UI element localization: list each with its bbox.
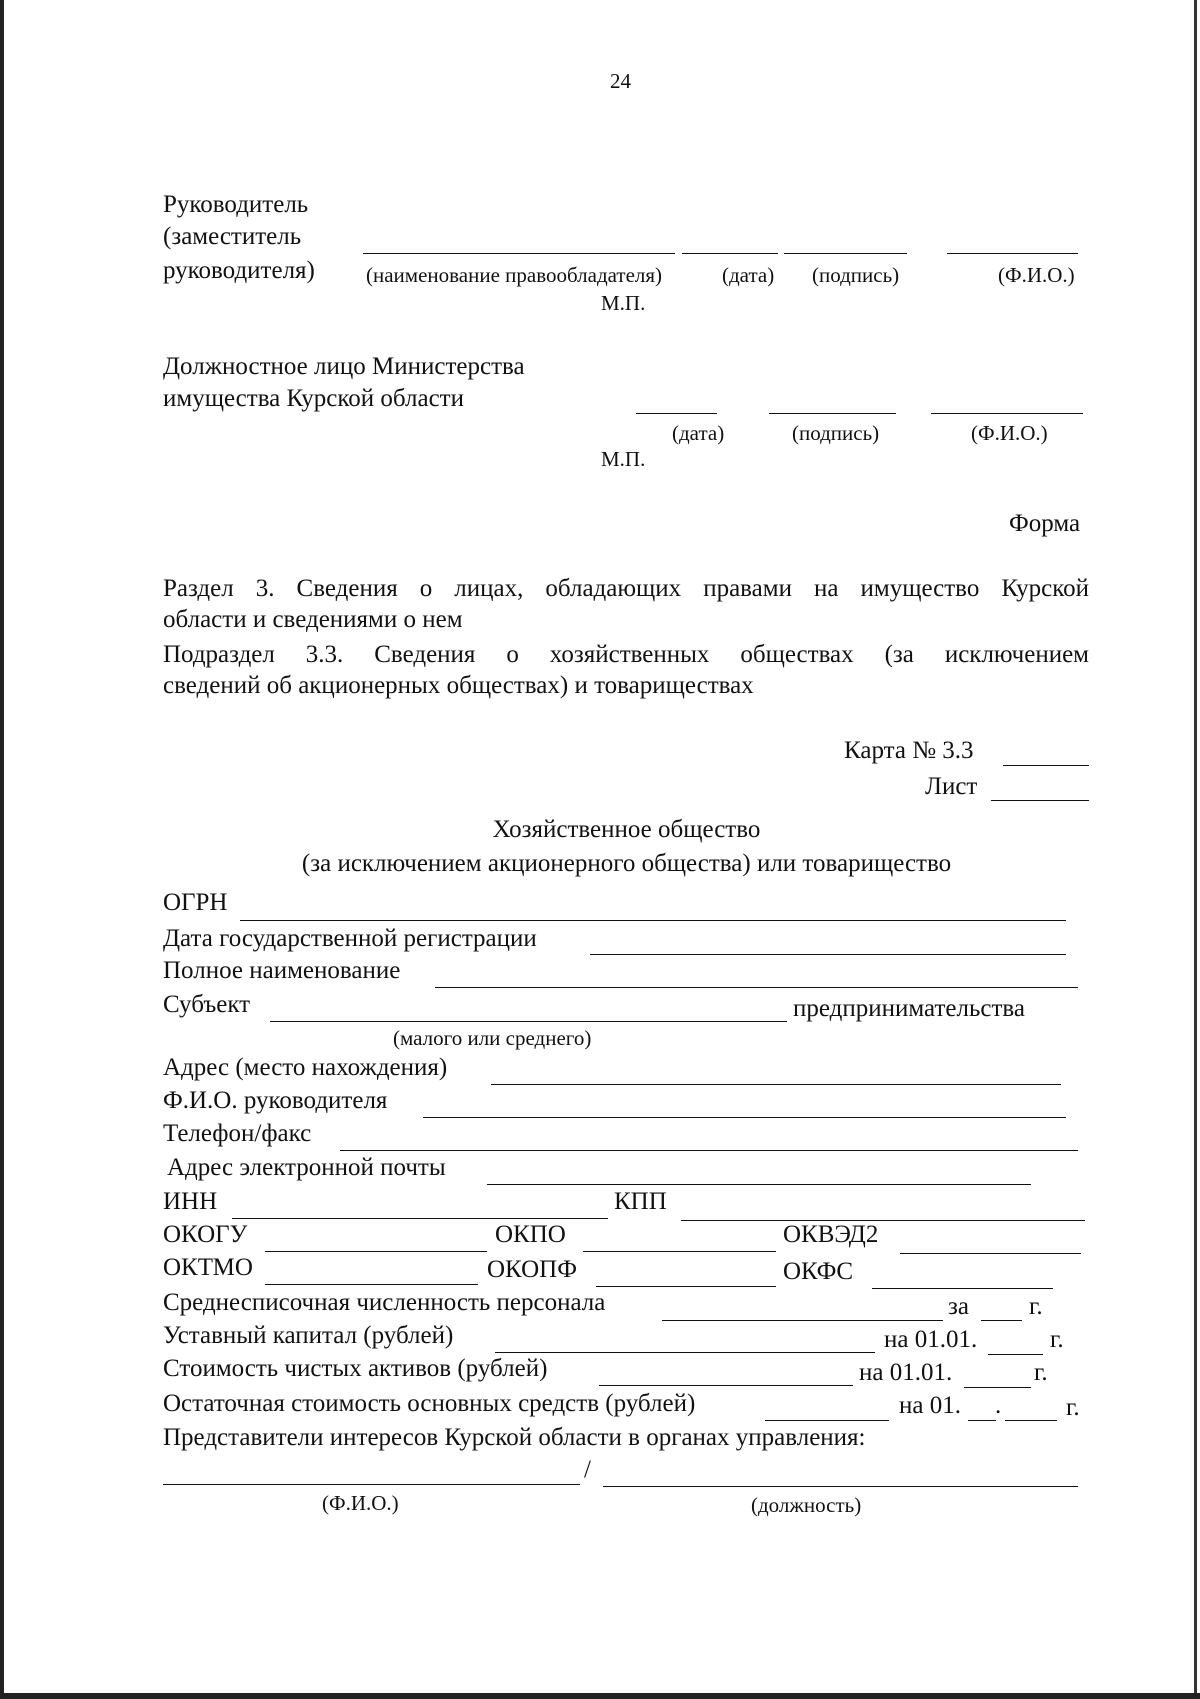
- heading-line1: Хозяйственное общество: [492, 816, 761, 843]
- sig1-owner-line: [363, 253, 675, 254]
- sig1-date-line: [682, 253, 778, 254]
- representative-slash: /: [584, 1456, 591, 1483]
- section-line2: области и сведениями о нем: [163, 606, 463, 633]
- charter-capital-asof: на 01.01.: [884, 1326, 978, 1353]
- full-name-label: Полное наименование: [163, 957, 401, 984]
- residual-value-dot: .: [995, 1392, 1002, 1419]
- address-field[interactable]: [491, 1084, 1061, 1085]
- okogu-field[interactable]: [265, 1251, 487, 1252]
- sig1-line3: руководителя): [163, 257, 315, 284]
- sig2-date-line: [636, 413, 717, 414]
- sheet-line: [991, 800, 1089, 801]
- okopf-label: ОКОПФ: [487, 1256, 577, 1283]
- sig2-caption-fio: (Ф.И.О.): [971, 421, 1048, 445]
- scan-edge-bottom: [0, 1693, 1200, 1699]
- sig1-stamp: М.П.: [601, 291, 646, 315]
- page-number: 24: [610, 69, 631, 93]
- okfs-field[interactable]: [872, 1288, 1053, 1289]
- oktmo-field[interactable]: [265, 1284, 478, 1285]
- okogu-label: ОКОГУ: [163, 1221, 248, 1248]
- address-label: Адрес (место нахождения): [163, 1054, 448, 1081]
- card-number-label: Карта № 3.3: [844, 737, 974, 764]
- headcount-field[interactable]: [662, 1320, 943, 1321]
- okpo-field[interactable]: [583, 1251, 776, 1252]
- oktmo-label: ОКТМО: [163, 1254, 253, 1281]
- subject-size-hint: (малого или среднего): [393, 1026, 592, 1050]
- okved2-label: ОКВЭД2: [783, 1221, 879, 1248]
- section-line1: Раздел 3. Сведения о лицах, обладающих правами на имущество Курской: [163, 575, 1089, 602]
- okfs-label: ОКФС: [783, 1258, 854, 1285]
- net-assets-field[interactable]: [599, 1385, 853, 1386]
- headcount-year-field[interactable]: [981, 1320, 1022, 1321]
- charter-capital-field[interactable]: [495, 1352, 875, 1353]
- sheet-label: Лист: [925, 773, 978, 800]
- head-fio-field[interactable]: [423, 1117, 1066, 1118]
- representative-position-field[interactable]: [603, 1486, 1078, 1487]
- residual-value-field[interactable]: [765, 1420, 889, 1421]
- sig1-caption-date: (дата): [722, 263, 775, 287]
- card-number-line: [1003, 765, 1089, 766]
- entrepreneurship-label: предпринимательства: [793, 995, 1025, 1022]
- sig2-fio-line: [931, 413, 1083, 414]
- headcount-for-label: за: [948, 1293, 969, 1320]
- charter-capital-year-field[interactable]: [988, 1354, 1043, 1355]
- net-assets-year-suffix: г.: [1034, 1359, 1048, 1386]
- sig2-stamp: М.П.: [601, 447, 646, 471]
- representatives-label: Представители интересов Курской области в органах управления:: [163, 1424, 866, 1451]
- representative-position-caption: (должность): [751, 1493, 862, 1517]
- headcount-year-suffix: г.: [1029, 1293, 1043, 1320]
- email-field[interactable]: [487, 1184, 1031, 1185]
- email-label: Адрес электронной почты: [167, 1154, 446, 1181]
- inn-label: ИНН: [163, 1188, 218, 1215]
- sig2-caption-date: (дата): [672, 421, 725, 445]
- okpo-label: ОКПО: [495, 1221, 566, 1248]
- kpp-field[interactable]: [681, 1220, 1085, 1221]
- sig1-line1: Руководитель: [163, 191, 309, 218]
- inn-field[interactable]: [232, 1218, 608, 1219]
- sig1-line2: (заместитель: [163, 223, 302, 250]
- sig1-fio-line: [947, 253, 1078, 254]
- reg-date-field[interactable]: [590, 954, 1066, 955]
- sig2-sign-line: [769, 413, 896, 414]
- okved2-field[interactable]: [900, 1253, 1081, 1254]
- residual-value-asof: на 01.: [899, 1392, 961, 1419]
- phone-field[interactable]: [340, 1150, 1078, 1151]
- residual-value-year-suffix: г.: [1066, 1394, 1080, 1421]
- kpp-label: КПП: [614, 1188, 667, 1215]
- sig2-line1: Должностное лицо Министерства: [163, 353, 525, 380]
- reg-date-label: Дата государственной регистрации: [163, 925, 537, 952]
- sig1-caption-fio: (Ф.И.О.): [998, 263, 1075, 287]
- net-assets-year-field[interactable]: [964, 1387, 1031, 1388]
- ogrn-label: ОГРН: [163, 889, 228, 916]
- form-label: Форма: [1009, 510, 1081, 537]
- headcount-label: Среднесписочная численность персонала: [163, 1289, 606, 1316]
- sig2-line2: имущества Курской области: [163, 385, 464, 412]
- ogrn-field[interactable]: [240, 920, 1066, 921]
- full-name-field[interactable]: [435, 987, 1078, 988]
- phone-label: Телефон/факс: [163, 1120, 312, 1147]
- charter-capital-year-suffix: г.: [1050, 1326, 1064, 1353]
- sig1-caption-owner: (наименование правообладателя): [366, 263, 663, 287]
- sig2-caption-sign: (подпись): [792, 421, 880, 445]
- residual-value-month-field[interactable]: [968, 1420, 996, 1421]
- head-fio-label: Ф.И.О. руководителя: [163, 1087, 388, 1114]
- sig1-sign-line: [784, 253, 907, 254]
- representative-fio-field[interactable]: [163, 1484, 580, 1485]
- subsection-line1: Подраздел 3.3. Сведения о хозяйственных обществах (за исключением: [163, 641, 1089, 668]
- representative-fio-caption: (Ф.И.О.): [322, 1491, 399, 1515]
- heading-line2: (за исключением акционерного общества) или товарищество: [301, 850, 952, 877]
- okopf-field[interactable]: [596, 1286, 776, 1287]
- charter-capital-label: Уставный капитал (рублей): [163, 1322, 454, 1349]
- subject-field[interactable]: [270, 1021, 787, 1022]
- sig1-caption-sign: (подпись): [812, 263, 900, 287]
- net-assets-label: Стоимость чистых активов (рублей): [163, 1355, 548, 1382]
- subsection-line2: сведений об акционерных обществах) и товариществах: [163, 672, 754, 699]
- residual-value-label: Остаточная стоимость основных средств (рублей): [163, 1390, 696, 1417]
- net-assets-asof: на 01.01.: [859, 1359, 953, 1386]
- residual-value-year-field[interactable]: [1005, 1420, 1057, 1421]
- subject-label: Субъект: [163, 991, 251, 1018]
